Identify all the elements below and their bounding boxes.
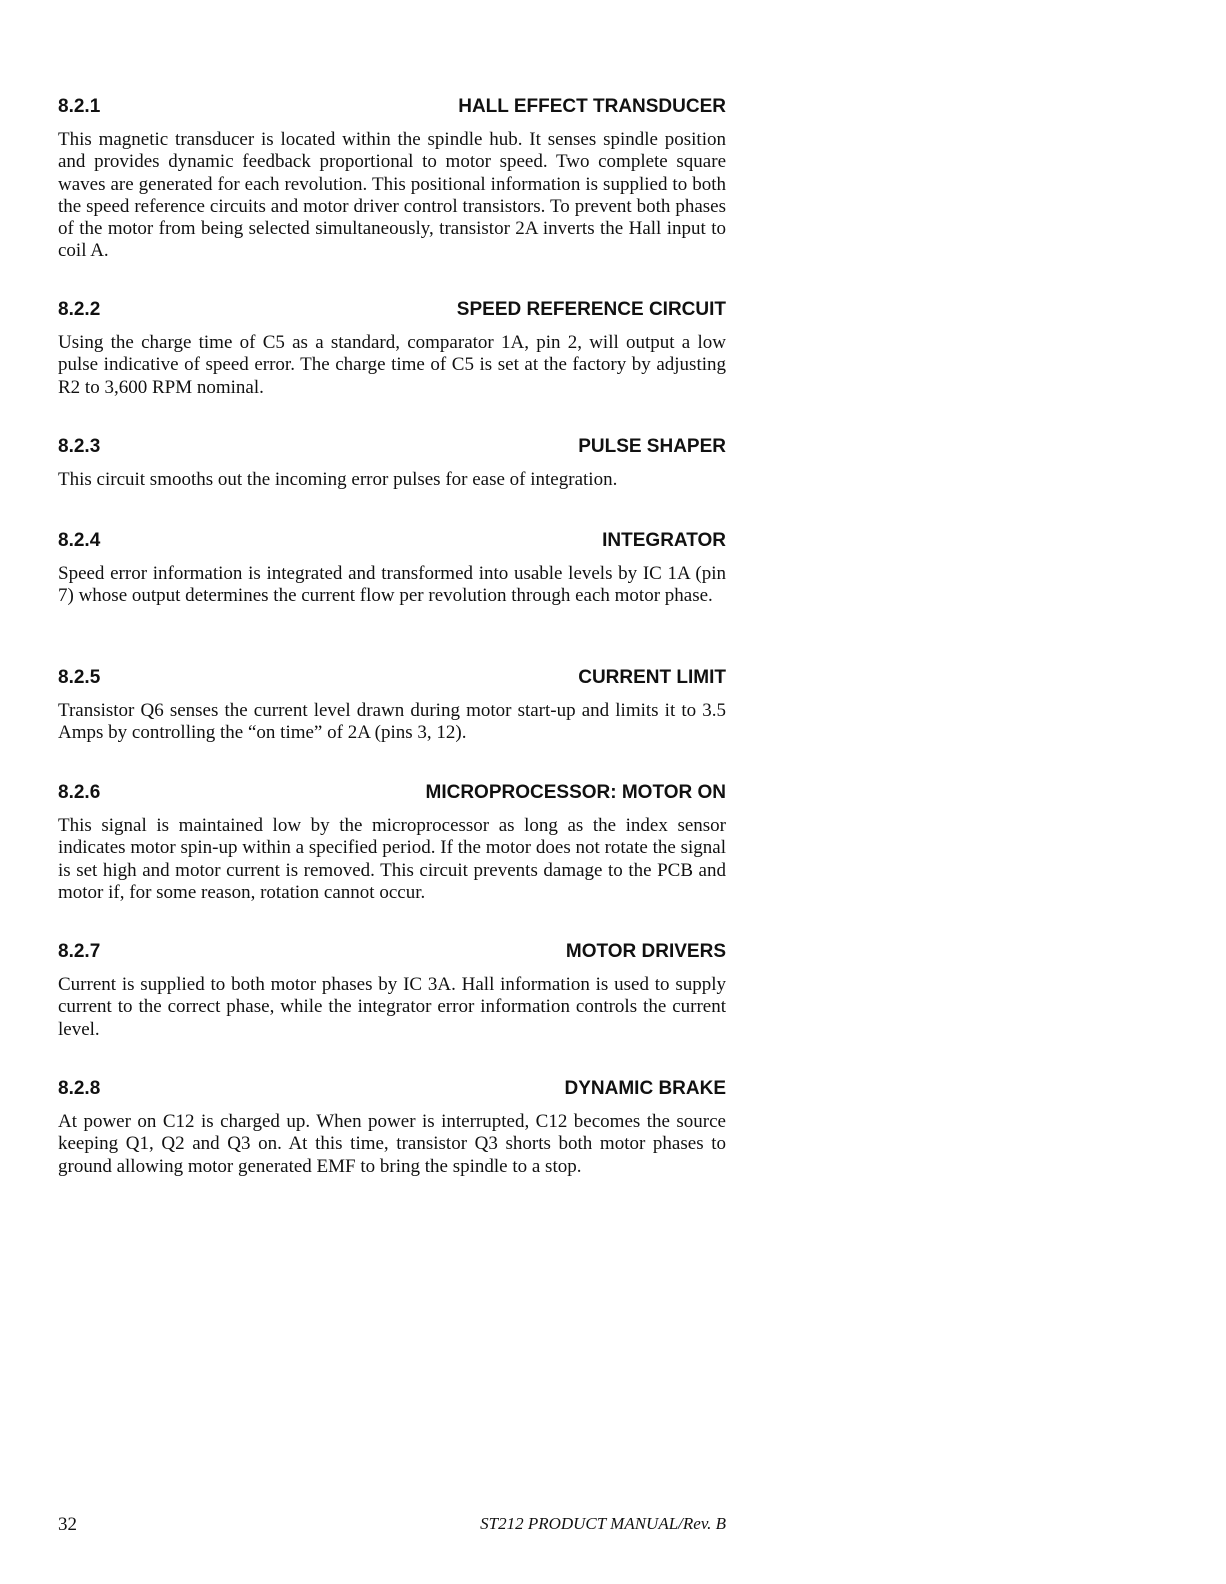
section-number: 8.2.1 [58,96,101,117]
section-motor-drivers [58,939,726,1060]
section-number: 8.2.6 [58,782,101,803]
section-heading [58,528,726,554]
section-number: 8.2.8 [58,1078,101,1099]
page-number: 32 [58,1514,77,1535]
page-footer [58,1514,726,1538]
section-body: Current is supplied to both motor phases by IC 3A. Hall information is used to supply current to the correct phase, while the integrator error information controls the current level. [58,974,726,1040]
section-number: 8.2.3 [58,436,101,457]
section-body: Transistor Q6 senses the current level drawn during motor start-up and limits it to 3.5 Amps by controlling the “on time” of 2A (pins 3, 12). [58,700,726,744]
section-title: HALL EFFECT TRANSDUCER [458,96,726,117]
section-current-limit [58,665,726,764]
section-heading [58,665,726,691]
section-body: This magnetic transducer is located within the spindle hub. It senses spindle position and provides dynamic feedback proportional to motor speed. Two complete square waves are generated for each revolution. This positional information is supplied to both the speed reference circuits and motor driver control transistors. To prevent both phases of the motor from being selected simultaneously, transistor 2A inverts the Hall input to coil A. [58,129,726,262]
section-hall-effect-transducer [58,94,726,282]
section-heading [58,1076,726,1102]
section-title: SPEED REFERENCE CIRCUIT [456,299,726,320]
section-title: DYNAMIC BRAKE [564,1078,726,1099]
section-pulse-shaper [58,434,726,510]
section-integrator [58,528,726,627]
section-body: Speed error information is integrated and transformed into usable levels by IC 1A (pin 7) whose output determines the current flow per revolution through each motor phase. [58,563,726,607]
section-body: This signal is maintained low by the microprocessor as long as the index sensor indicates motor spin-up within a specified period. If the motor does not rotate the signal is set high and motor current is removed. This circuit prevents damage to the PCB and motor if, for some reason, rotation cannot occur. [58,815,726,903]
section-dynamic-brake [58,1076,726,1197]
section-number: 8.2.5 [58,667,101,688]
section-title: PULSE SHAPER [578,436,726,457]
section-speed-reference-circuit [58,297,726,418]
manual-page [58,0,726,1584]
section-body: At power on C12 is charged up. When power is interrupted, C12 becomes the source keeping Q1, Q2 and Q3 on. At this time, transistor Q3 shorts both motor phases to ground allowing motor generated EMF to bring the spindle to a stop. [58,1111,726,1177]
section-heading [58,434,726,460]
section-heading [58,297,726,323]
section-title: INTEGRATOR [602,530,726,551]
section-heading [58,939,726,965]
section-number: 8.2.2 [58,299,101,320]
section-heading [58,780,726,806]
section-title: MICROPROCESSOR: MOTOR ON [425,782,726,803]
section-number: 8.2.7 [58,941,101,962]
section-title: MOTOR DRIVERS [565,941,726,962]
section-heading [58,94,726,120]
section-body: Using the charge time of C5 as a standard, comparator 1A, pin 2, will output a low pulse indicative of speed error. The charge time of C5 is set at the factory by adjusting R2 to 3,600 RPM nominal. [58,332,726,398]
section-microprocessor-motor-on [58,780,726,923]
section-number: 8.2.4 [58,530,101,551]
section-title: CURRENT LIMIT [578,667,726,688]
manual-title: ST212 PRODUCT MANUAL/Rev. B [480,1514,726,1533]
section-body: This circuit smooths out the incoming error pulses for ease of integration. [58,469,618,490]
